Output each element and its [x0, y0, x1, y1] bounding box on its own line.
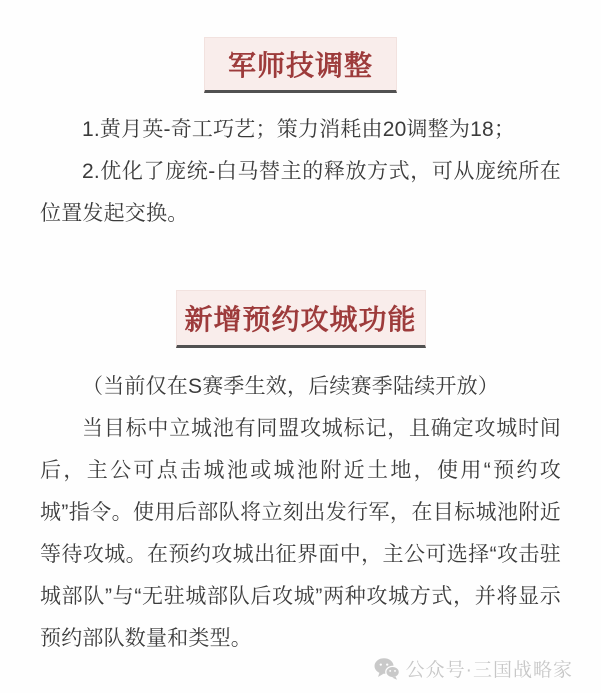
watermark-label: 公众号·三国战略家	[405, 660, 573, 681]
adviser-skill-section	[40, 109, 561, 235]
section-title-badge-siege-feature	[176, 290, 426, 348]
patch-note-item-1: 1.黄月英-奇工巧艺；策力消耗由20调整为18；	[82, 118, 516, 141]
section-title-badge-adviser-skill	[204, 37, 397, 93]
wechat-watermark	[374, 655, 573, 682]
section-title-text: 新增预约攻城功能	[184, 304, 417, 335]
siege-feature-section	[40, 366, 561, 660]
wechat-icon	[374, 657, 400, 680]
siege-feature-description: 当目标中立城池有同盟攻城标记，且确定攻城时间后，主公可点击城池或城池附近土地，使用“预约攻城”指令。使用后部队将立刻出发行军，在目标城池附近等待攻城。在预约攻城出征界面中，主公可选择“攻击驻城部队”与“无驻城部队后攻城”两种攻城方式，并将显示预约部队数量和类型。	[40, 417, 561, 650]
patch-note-item-2: 2.优化了庞统-白马替主的释放方式，可从庞统所在位置发起交换。	[40, 160, 561, 225]
article-body	[0, 37, 601, 660]
siege-season-note: （当前仅在S赛季生效，后续赛季陆续开放）	[82, 375, 500, 398]
section-title-text: 军师技调整	[227, 50, 373, 81]
